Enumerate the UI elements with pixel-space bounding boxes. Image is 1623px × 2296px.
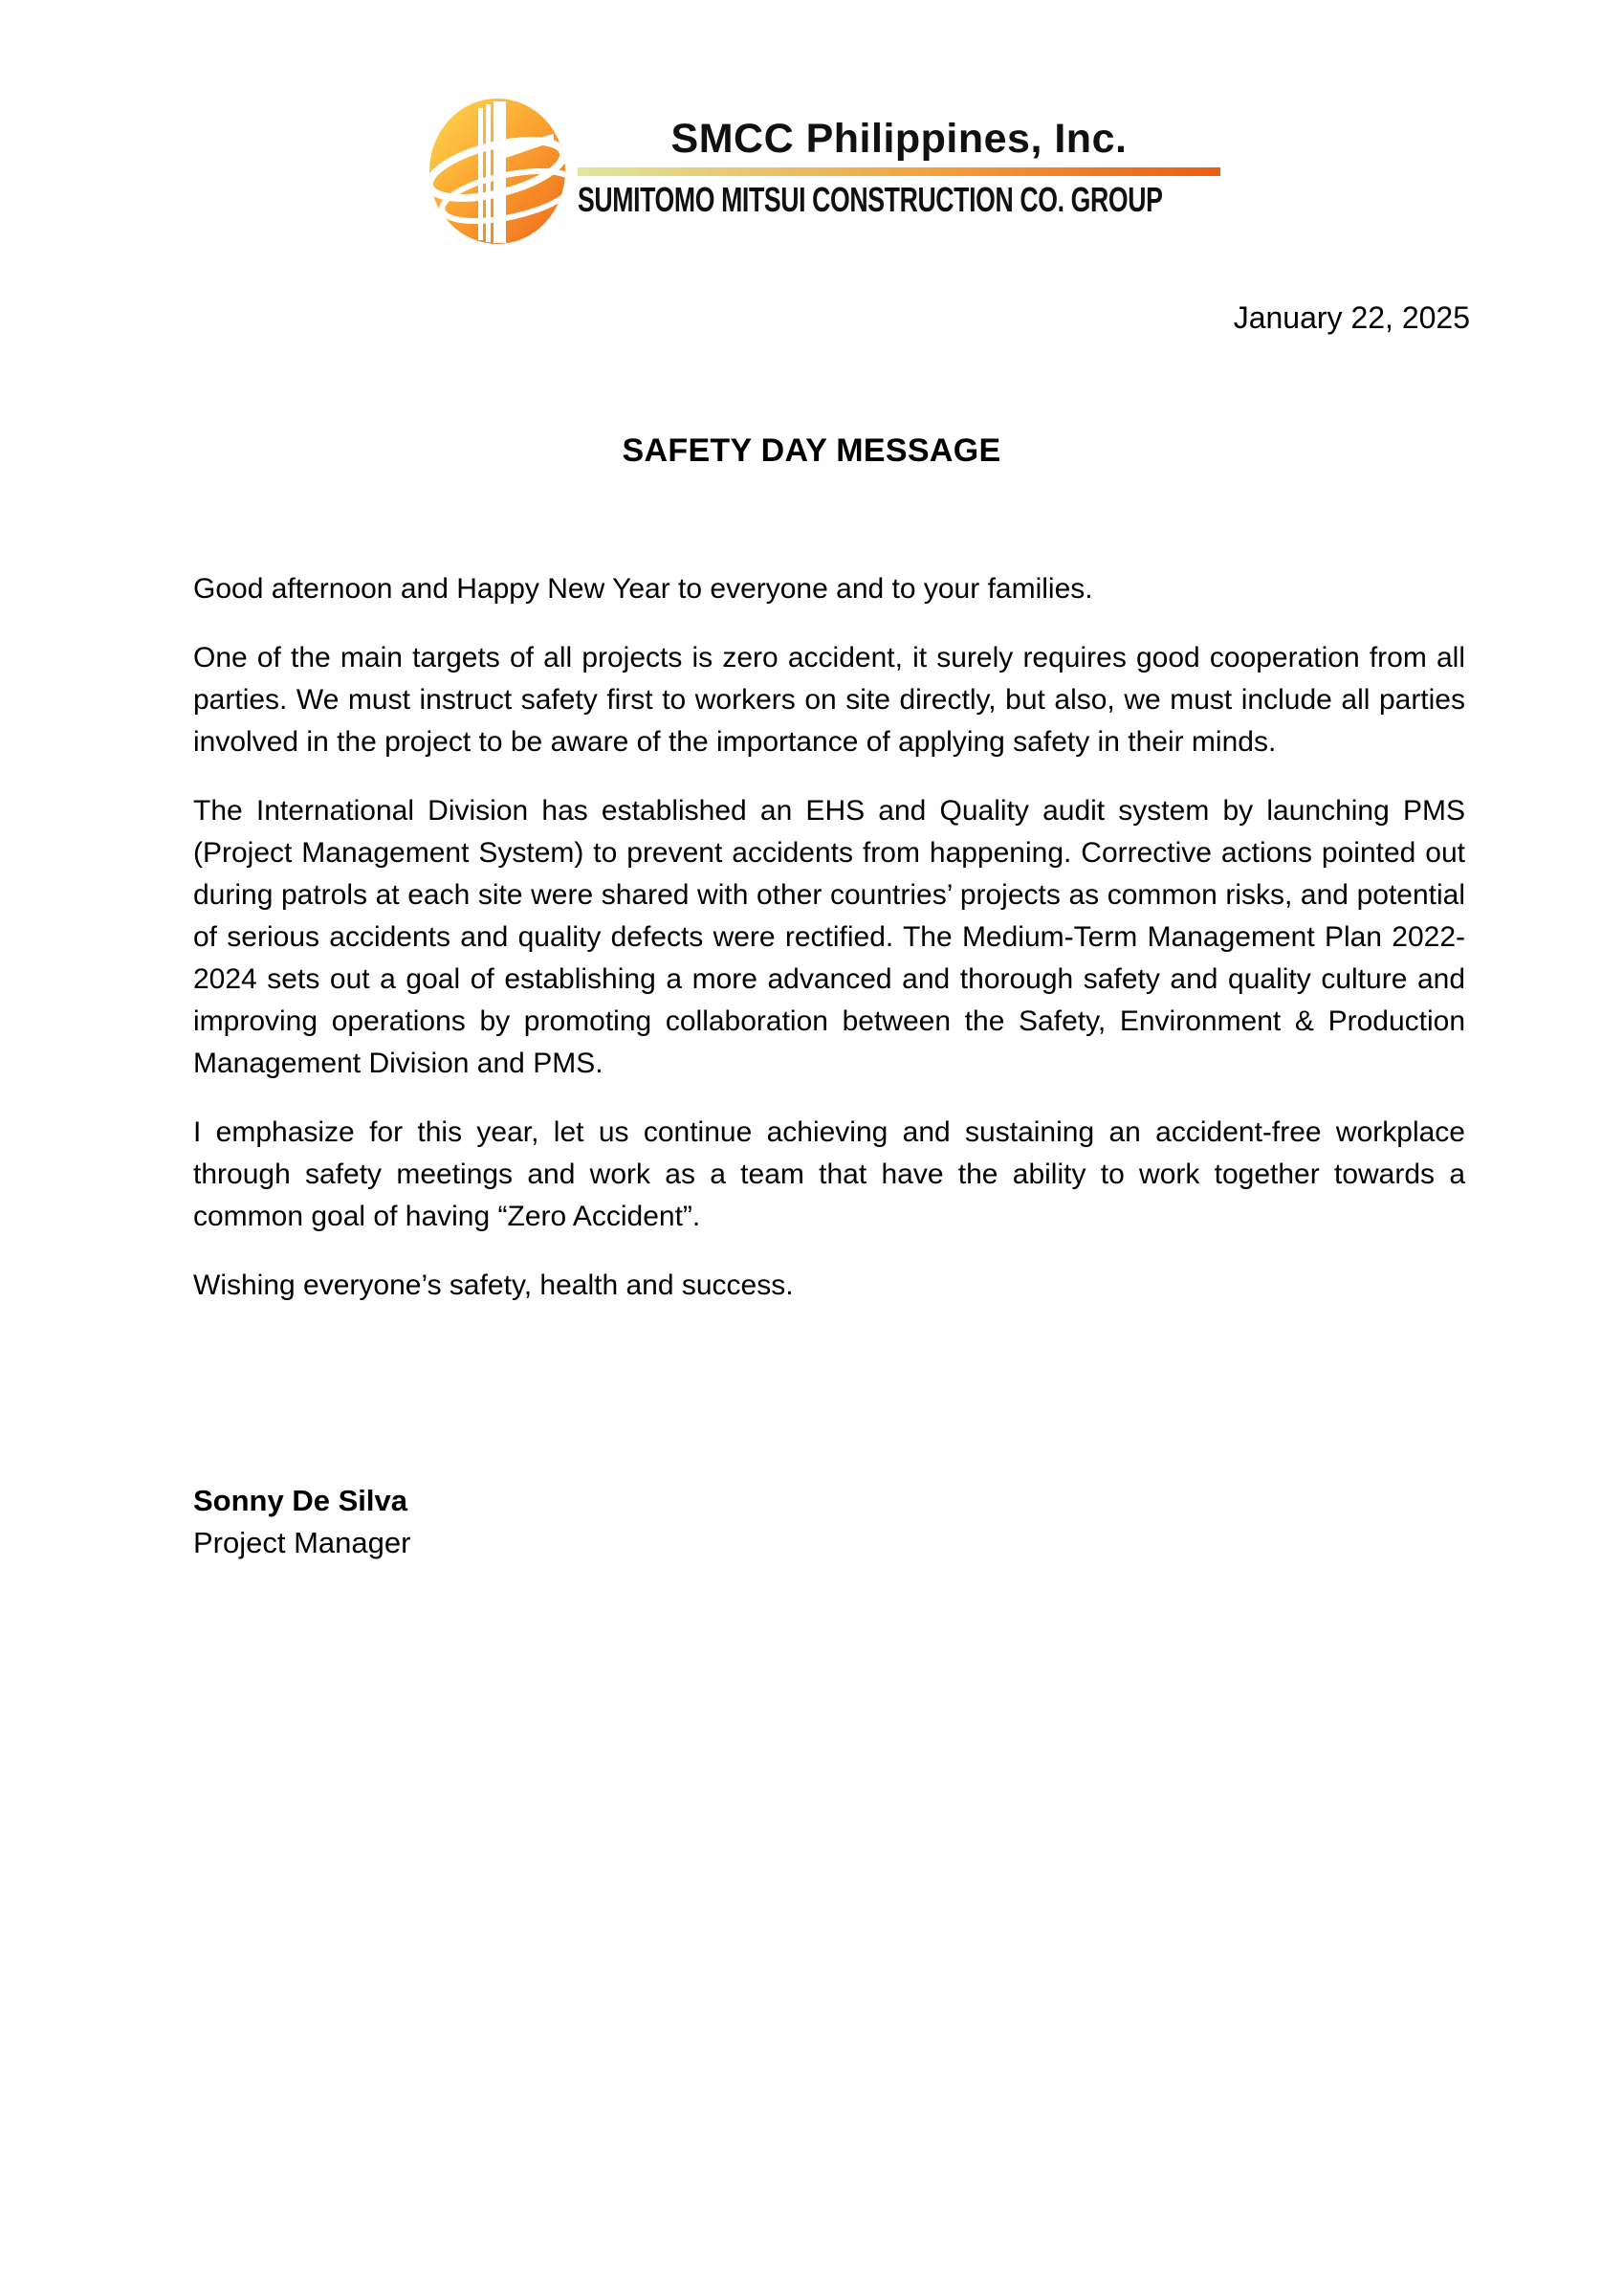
group-name: SUMITOMO MITSUI CONSTRUCTION CO. GROUP [578, 180, 1163, 219]
company-logo [429, 99, 1220, 244]
letter-date: January 22, 2025 [1233, 300, 1470, 335]
signature-name: Sonny De Silva [193, 1484, 407, 1517]
logo-text-block [578, 99, 1220, 220]
company-name: SMCC Philippines, Inc. [670, 116, 1128, 162]
paragraph-greeting: Good afternoon and Happy New Year to everyone and to your families. [193, 573, 1093, 605]
paragraph-international-division: The International Division has established an EHS and Quality audit system by launching PMS (Project Management System) to prevent accidents from happening. Corrective actions pointed out during patrols at each site were shared with other countries’ projects as common risks, and potential of serious accidents and quality defects were rectified. The Medium-Term Management Plan 2022-2024 sets out a goal of establishing a more advanced and thorough safety and quality culture and improving operations by promoting collaboration between the Safety, Environment & Production Management Division and PMS. [193, 795, 1465, 1079]
logo-divider [578, 167, 1220, 176]
smcc-logo-icon [429, 99, 565, 244]
paragraph-wishes: Wishing everyone’s safety, health and success. [193, 1269, 794, 1301]
signature-title: Project Manager [193, 1526, 411, 1559]
signature-block [193, 1480, 410, 1564]
paragraph-emphasis: I emphasize for this year, let us continue achieving and sustaining an accident-free workplace through safety meetings and work as a team that have the ability to work together towards a common goal of having “Zero Accident”. [193, 1116, 1465, 1232]
document-title: SAFETY DAY MESSAGE [622, 432, 1001, 469]
letter-body [193, 568, 1465, 1334]
paragraph-targets: One of the main targets of all projects is zero accident, it surely requires good cooperation from all parties. We must instruct safety first to workers on site directly, but also, we must include all parties involved in the project to be aware of the importance of applying safety in their minds. [193, 642, 1465, 758]
